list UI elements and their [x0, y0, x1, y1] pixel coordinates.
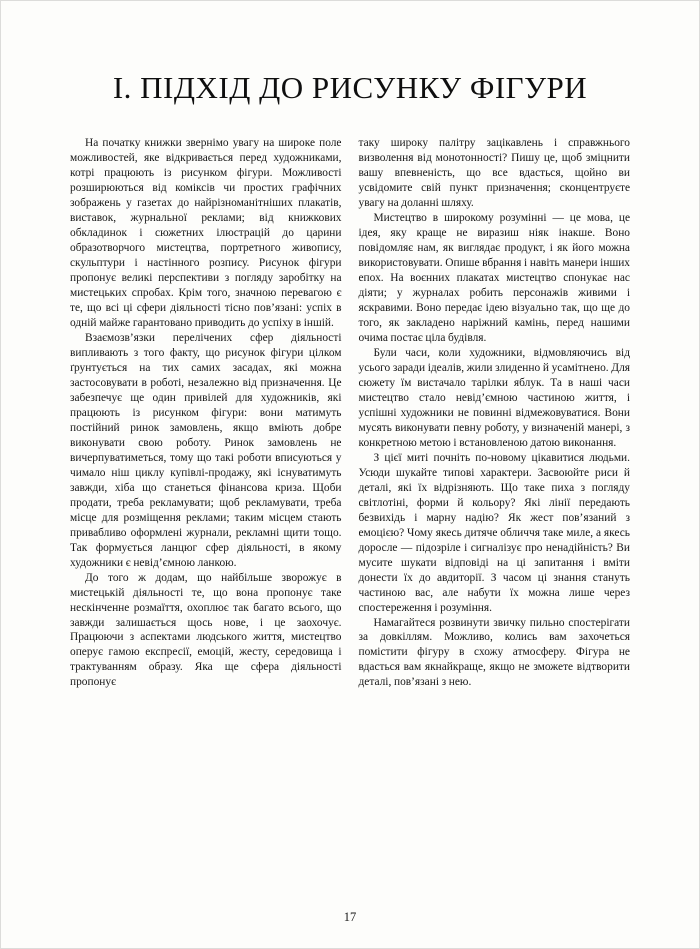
left-column	[70, 136, 342, 690]
paragraph: Мистецтво в широкому розумінні — це мова, це ідея, яку краще не виразиш ніяк інакше. Воно повідомляє нам, як виглядає продукт, і як його можна використовувати. Опише вбрання і навіть манери інших епох. На воєнних плакатах мистецтво спонукає нас діяти; у журналах робить персонажів живими і яскравими. Воно передає ідею візуально так, що ще до того, як закладено наріжний камінь, перед нашими очима постає ціла будівля.	[358, 211, 630, 344]
text-columns	[70, 136, 630, 690]
paragraph: Намагайтеся розвинути звичку пильно спостерігати за довкіллям. Можливо, колись вам захочеться помістити фігуру в схожу атмосферу. Фігура не вдасться вам якнайкраще, якщо не зможете відтворити деталі, пов’язані з нею.	[358, 616, 630, 689]
paragraph: таку широку палітру зацікавлень і справжнього визволення від монотонності? Пишу це, щоб зміцнити вашу впевненість, що все вдасться, щойно ви усвідомите свій пункт призначення; сконцентруєте увагу на доланні шляху.	[358, 137, 630, 209]
page-number: 17	[343, 910, 357, 924]
paragraph: До того ж додам, що найбільше зворожує в мистецькій діяльності те, що вона пропонує таке нескінченне розмаїття, охоплює так багато всього, що завжди залишається щось нове, і це заохочує. Працюючи з аспектами людського життя, мистецтво оперує гамою експресії, емоцій, жесту, середовища і трактуванням образу. Яка ще сфера діяльності пропонує	[70, 571, 342, 689]
right-column	[359, 136, 631, 690]
paragraph: З цієї миті почніть по-новому цікавитися людьми. Усюди шукайте типові характери. Засвоюйте риси й деталі, які їх відрізняють. Що таке пиха з погляду світлотіні, форми й кольору? Які лінії передають безвихідь і марну надію? Як жест пов’язаний з емоцією? Чому якесь дитяче обличчя таке миле, а якесь доросле — підозріле і сигналізує про ненадійність? Ви мусите шукати відповіді на ці запитання і вміти донести їх до авдиторії. З часом ці знання стануть частиною вас, але набути їх можна лише через спостереження і розуміння.	[358, 451, 630, 614]
paragraph: Були часи, коли художники, відмовляючись від усього заради ідеалів, жили злиденно й усамітнено. Для сюжету їм вистачало тарілки яблук. Та в наші часи мистецтво стало невід’ємною частиною життя, і успішні художники не повинні відмежовуватися. Вони мусять виконувати певну роботу, у визначеній манері, з конкретною метою і встановленою датою виконання.	[358, 346, 630, 449]
paragraph: На початку книжки звернімо увагу на широке поле можливостей, яке відкривається перед художниками, котрі працюють із рисунком фігури. Можливості розширюються від коміксів чи простих графічних зображень у газетах до найрізноманітніших плакатів, виставок, журнальної реклами; від книжкових обкладинок і сюжетних ілюстрацій до царини образотворчого мистецтва, портретного живопису, скульптури і настінного розпису. Рисунок фігури пропонує великі перспективи з погляду заробітку на мистецьких спробах. Крім того, значною перевагою є те, що всі ці сфери діяльності тісно пов’язані: успіх в одній майже гарантовано приводить до успіху в іншій.	[70, 137, 342, 329]
chapter-title: І. ПІДХІД ДО РИСУНКУ ФІГУРИ	[112, 70, 588, 105]
paragraph: Взаємозв’язки перелічених сфер діяльності випливають з того факту, що рисунок фігури цілком ґрунтується на тих самих засадах, які можна застосовувати в роботі, незалежно від призначення. Це забезпечує ще один привілей для художників, які працюють із рисунком фігури: вони матимуть постійний ринок замовлень, якщо вміють добре виконувати свою роботу. Ринок замовлень не вичерпуватиметься, тому що такі роботи вписуються у чимало ніш циклу купівлі-продажу, які існуватимуть завжди, хіба що станеться фінансова криза. Щоби продати, треба рекламувати; щоб рекламувати, треба місце для розміщення реклами; таким місцем стають привабливо оформлені журнали, рекламні щити тощо. Так формується ланцюг сфер діяльності, в якому художники є невід’ємною ланкою.	[70, 331, 342, 569]
